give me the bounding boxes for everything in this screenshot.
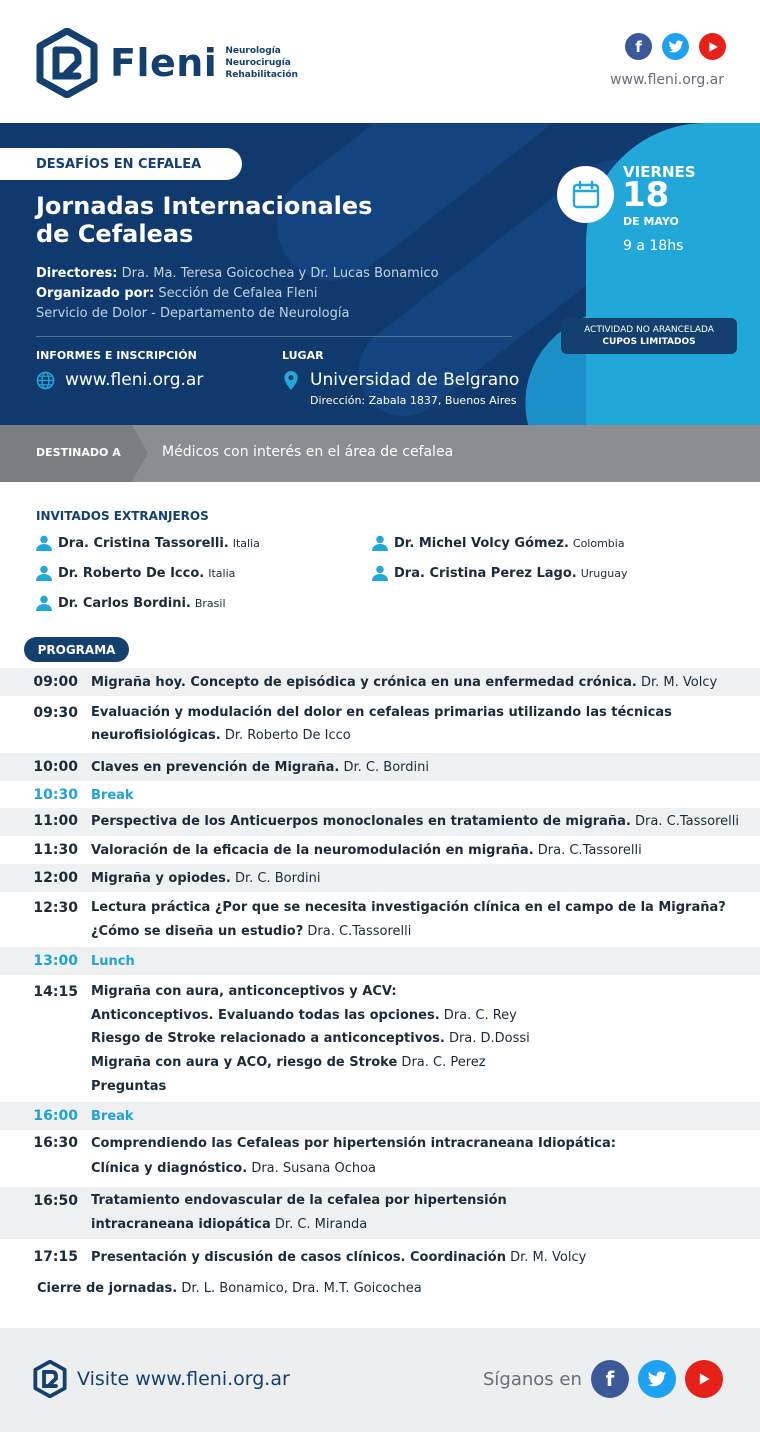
schedule-time: 11:00 <box>33 813 78 829</box>
event-hours: 9 a 18hs <box>623 238 684 254</box>
tagline-3: Rehabilitación <box>225 70 298 80</box>
schedule-line <box>91 1109 134 1124</box>
schedule-line <box>91 788 134 803</box>
break-label: Break <box>91 788 134 803</box>
person-icon <box>36 535 52 551</box>
schedule-row <box>0 1187 760 1239</box>
schedule-row <box>0 753 760 781</box>
place-address: Dirección: Zabala 1837, Buenos Aires <box>310 394 517 407</box>
talk-title: Comprendiendo las Cefaleas por hipertensión intracraneana Idiopática: <box>91 1136 616 1151</box>
person-icon <box>372 535 388 551</box>
schedule-row <box>0 668 760 696</box>
schedule-row <box>0 975 760 1102</box>
talk-title: Clínica y diagnóstico. <box>91 1161 248 1176</box>
talk-title: Preguntas <box>91 1079 167 1094</box>
closing-line <box>37 1281 422 1296</box>
schedule-row <box>0 836 760 864</box>
place-label: LUGAR <box>282 349 324 362</box>
talk-title: Migraña con aura, anticonceptivos y ACV: <box>91 984 397 999</box>
event-title <box>36 192 372 248</box>
globe-icon <box>36 371 55 390</box>
guest-country: Italia <box>232 536 260 550</box>
date-weekday: VIERNES <box>623 163 696 181</box>
brand-tagline <box>225 45 298 81</box>
talk-title: Migraña hoy. Concepto de episódica y crónica en una enfermedad crónica. <box>91 675 637 690</box>
audience-text: Médicos con interés en el área de cefalea <box>162 444 454 460</box>
badge-line-2: CUPOS LIMITADOS <box>602 337 696 347</box>
schedule-line <box>91 900 726 915</box>
badge-line-1: ACTIVIDAD NO ARANCELADA <box>584 325 714 335</box>
speaker: Dra. C.Tassorelli <box>303 924 412 939</box>
guests-label: INVITADOS EXTRANJEROS <box>36 509 209 523</box>
talk-title: Migraña con aura y ACO, riesgo de Stroke <box>91 1055 398 1070</box>
schedule-row <box>0 864 760 892</box>
location-pin-icon <box>284 371 298 390</box>
schedule-line <box>91 1031 530 1046</box>
speaker: Dr. C. Bordini <box>230 871 321 886</box>
audience-label: DESTINADO A <box>36 446 121 459</box>
guest-name: Dra. Cristina Perez Lago. <box>394 565 577 581</box>
guest-item <box>372 535 625 551</box>
talk-title: Perspectiva de los Anticuerpos monoclonales en tratamiento de migraña. <box>91 814 631 829</box>
closing-title: Cierre de jornadas. <box>37 1281 178 1296</box>
fleni-logo[interactable] <box>36 28 298 98</box>
schedule-row <box>0 1239 760 1275</box>
schedule-line <box>91 871 320 886</box>
schedule-line <box>91 675 717 690</box>
schedule-line <box>91 1217 367 1232</box>
schedule-time: 17:15 <box>33 1249 78 1265</box>
schedule-row-break <box>0 1102 760 1130</box>
schedule-line <box>91 954 135 969</box>
facebook-icon[interactable]: f <box>591 1360 629 1398</box>
schedule-line <box>91 760 429 775</box>
guest-name: Dr. Carlos Bordini. <box>58 595 191 611</box>
divider <box>36 336 512 337</box>
person-icon <box>372 565 388 581</box>
speaker: Dr. M. Volcy <box>505 1250 587 1265</box>
schedule-line <box>91 1250 586 1265</box>
info-label: INFORMES E INSCRIPCIÓN <box>36 349 197 362</box>
schedule-time: 09:30 <box>33 705 78 721</box>
schedule-line <box>91 1008 517 1023</box>
calendar-icon <box>571 180 601 210</box>
speaker: Dra. C. Rey <box>439 1008 517 1023</box>
talk-title: Valoración de la eficacia de la neuromodulación en migraña. <box>91 843 534 858</box>
talk-title: Tratamiento endovascular de la cefalea por hipertensión <box>91 1193 507 1208</box>
schedule-row <box>0 696 760 753</box>
schedule-time: 11:30 <box>33 842 78 858</box>
schedule-line <box>91 705 672 720</box>
speaker: Dra. Susana Ochoa <box>247 1161 377 1176</box>
talk-title: Claves en prevención de Migraña. <box>91 760 340 775</box>
speaker: Dra. C.Tassorelli <box>533 843 642 858</box>
free-activity-badge <box>561 318 737 354</box>
schedule-row-break <box>0 947 760 975</box>
schedule-line <box>91 1055 486 1070</box>
speaker: Dra. C. Perez <box>397 1055 486 1070</box>
schedule-line <box>91 1136 616 1151</box>
schedule-line <box>91 1193 507 1208</box>
schedule-time: 12:00 <box>33 870 78 886</box>
hero-banner <box>0 123 760 425</box>
footer-follow-label: Síganos en <box>483 1369 582 1390</box>
break-label: Break <box>91 1109 134 1124</box>
facebook-icon[interactable]: f <box>625 33 652 60</box>
schedule-time: 16:00 <box>33 1108 78 1124</box>
date-number: 18 <box>622 175 670 215</box>
footer-visit-link[interactable]: Visite www.fleni.org.ar <box>77 1368 290 1390</box>
guest-name: Dra. Cristina Tassorelli. <box>58 535 229 551</box>
guest-item <box>36 565 235 581</box>
footer <box>0 1328 760 1432</box>
guest-item <box>372 565 627 581</box>
schedule-line <box>91 728 351 743</box>
schedule-line <box>91 1079 166 1094</box>
guest-country: Colombia <box>572 536 625 550</box>
guest-country: Italia <box>208 566 236 580</box>
schedule-line <box>91 1161 376 1176</box>
header <box>0 0 760 123</box>
closing-speakers: Dr. L. Bonamico, Dra. M.T. Goicochea <box>177 1281 422 1296</box>
speaker: Dr. C. Bordini <box>339 760 429 775</box>
guest-country: Uruguay <box>580 566 628 580</box>
guest-name: Dr. Roberto De Icco. <box>58 565 205 581</box>
twitter-icon[interactable] <box>638 1360 676 1398</box>
schedule-row <box>0 1130 760 1187</box>
directors-label: Directores: <box>36 266 118 281</box>
schedule-row-break <box>0 781 760 808</box>
talk-title: ¿Cómo se diseña un estudio? <box>91 924 304 939</box>
talk-title: intracraneana idiopática <box>91 1217 271 1232</box>
twitter-icon[interactable] <box>662 33 689 60</box>
speaker: Dra. D.Dossi <box>444 1031 530 1046</box>
schedule-row <box>0 808 760 836</box>
talk-title: Riesgo de Stroke relacionado a anticonceptivos. <box>91 1031 445 1046</box>
schedule-time: 12:30 <box>33 900 78 916</box>
speaker: Dr. C. Miranda <box>270 1217 368 1232</box>
tagline-2: Neurocirugía <box>225 58 291 68</box>
schedule-time: 16:50 <box>33 1193 78 1209</box>
tagline-1: Neurología <box>225 46 281 56</box>
schedule-time: 13:00 <box>33 953 78 969</box>
talk-title: neurofisiológicas. <box>91 728 221 743</box>
website-link-top[interactable]: www.fleni.org.ar <box>610 72 724 88</box>
person-icon <box>36 565 52 581</box>
date-month: DE MAYO <box>623 215 679 228</box>
calendar-badge <box>557 166 614 223</box>
fleni-logo-icon <box>36 28 98 98</box>
talk-title: Anticonceptivos. Evaluando todas las opciones. <box>91 1008 440 1023</box>
organized-by-line-2: Servicio de Dolor - Departamento de Neurología <box>36 306 350 321</box>
place <box>284 370 519 390</box>
youtube-icon[interactable] <box>685 1360 723 1398</box>
talk-title: Migraña y opiodes. <box>91 871 231 886</box>
schedule-time: 10:00 <box>33 759 78 775</box>
lunch-label: Lunch <box>91 954 135 969</box>
schedule-line <box>91 984 397 999</box>
person-icon <box>36 595 52 611</box>
talk-title: Lectura práctica ¿Por que se necesita investigación clínica en el campo de la Migraña? <box>91 900 726 915</box>
schedule-time: 16:30 <box>33 1135 78 1151</box>
guest-item <box>36 595 226 611</box>
info-website[interactable] <box>36 370 203 390</box>
guest-country: Brasil <box>194 596 226 610</box>
schedule-line <box>91 843 642 858</box>
social-links-top <box>625 33 726 60</box>
place-name: Universidad de Belgrano <box>310 370 520 390</box>
speaker: Dra. C.Tassorelli <box>630 814 739 829</box>
program-label: PROGRAMA <box>24 637 129 662</box>
schedule-line <box>91 924 411 939</box>
brand-name: Fleni <box>110 41 218 85</box>
schedule-time: 09:00 <box>33 674 78 690</box>
schedule-time: 14:15 <box>33 984 78 1000</box>
schedule-line <box>91 814 739 829</box>
talk-title: Evaluación y modulación del dolor en cefaleas primarias utilizando las técnicas <box>91 705 672 720</box>
event-organizers <box>36 264 439 324</box>
audience-bar <box>0 425 760 482</box>
guest-name: Dr. Michel Volcy Gómez. <box>394 535 569 551</box>
event-title-line-2: de Cefaleas <box>36 220 194 248</box>
event-title-line-1: Jornadas Internacionales <box>36 192 373 220</box>
fleni-logo-icon[interactable] <box>33 1360 67 1398</box>
schedule-row <box>0 892 760 947</box>
event-series-pill: DESAFÍOS EN CEFALEA <box>0 148 242 180</box>
directors: Dra. Ma. Teresa Goicochea y Dr. Lucas Bonamico <box>121 266 439 281</box>
schedule-time: 10:30 <box>33 787 78 803</box>
speaker: Dr. M. Volcy <box>636 675 718 690</box>
organized-label: Organizado por: <box>36 286 155 301</box>
info-website-text: www.fleni.org.ar <box>65 370 204 390</box>
youtube-icon[interactable] <box>699 33 726 60</box>
talk-title: Presentación y discusión de casos clínicos. Coordinación <box>91 1250 506 1265</box>
guest-item <box>36 535 260 551</box>
speaker: Dr. Roberto De Icco <box>220 728 351 743</box>
organized-by: Sección de Cefalea Fleni <box>158 286 318 301</box>
